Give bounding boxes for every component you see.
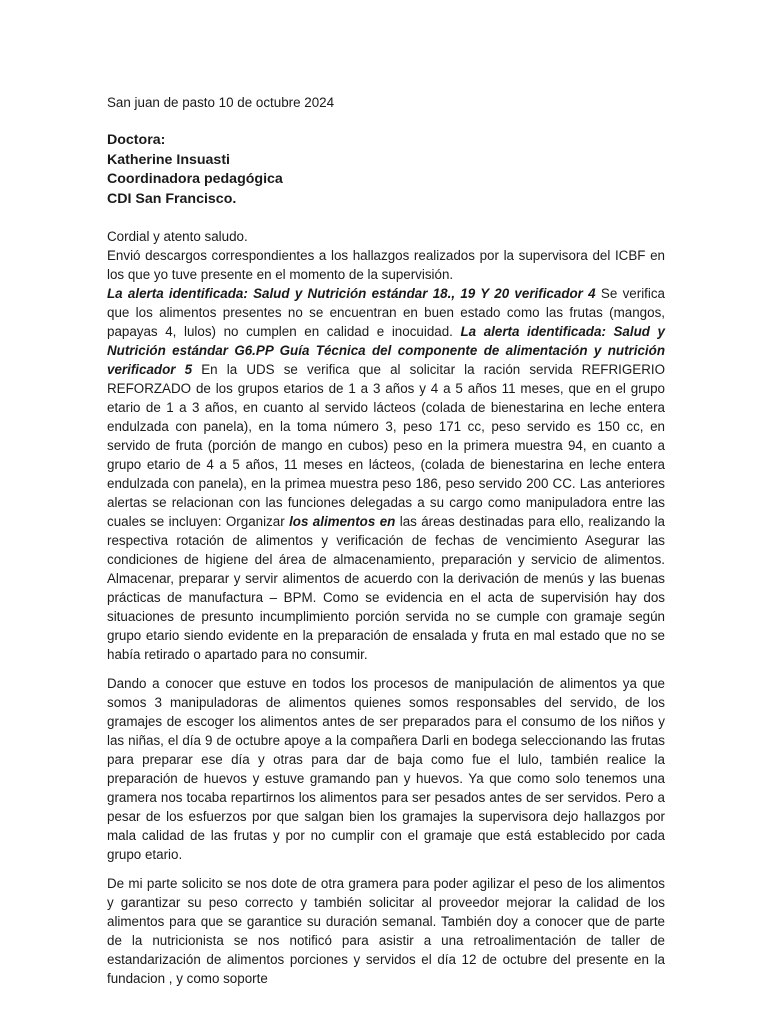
intro-paragraph: Envió descargos correspondientes a los hallazgos realizados por la supervisora del ICBF en los que yo tuve presente en el momento de la supervisión. bbox=[107, 248, 665, 282]
findings-text-2: En la UDS se verifica que al solicitar la ración servida REFRIGERIO REFORZADO de los grupos etarios de 1 a 3 años y 4 a 5 años 11 meses, que en el grupo etario de 1 a 3 años, en cuanto al servido lácteos (colada de bienestarina en leche entera endulzada con panela), en la toma número 3, peso 171 cc, peso servido es 150 cc, en servido de fruta (porción de mango en cubos) peso en la primera muestra 94, en cuanto a grupo etario de 4 a 5 años, 11 meses en lácteos, (colada de bienestarina en leche entera endulzada con panela), en la primea muestra peso 186, peso servido 200 CC. Las anteriores alertas se relacionan con las funciones delegadas a su cargo como manipuladora entre las cuales se incluyen: Organizar bbox=[107, 362, 665, 529]
addressee-organization: CDI San Francisco. bbox=[107, 190, 237, 207]
findings-text-1: Se verifica que los alimentos presentes no se encuentran en buen estado como las frutas (mangos, papayas 4, lulos) no cumplen en calidad e inocuidad. bbox=[107, 286, 666, 339]
addressee-block bbox=[107, 131, 665, 209]
explanation-paragraph: Dando a conocer que estuve en todos los procesos de manipulación de alimentos ya que somos 3 manipuladoras de alimentos quienes somos responsables del servido, de los gramajes de escoger los alimentos antes de ser preparados para el consumo de los niños y las niñas, el día 9 de octubre apoye a la compañera Darli en bodega seleccionando las frutas para preparar ese día y otras para dar de baja como fue el lulo, también realice la preparación de huevos y estuve gramando pan y huevos. Ya que como solo tenemos una gramera nos tocaba repartirnos los alimentos para ser pesados antes de ser servidos. Pero a pesar de los esfuerzos por que salgan bien los gramajes la supervisora dejo hallazgos por mala calidad de las frutas y por no cumplir con el gramaje que está establecido por cada grupo etario. bbox=[107, 676, 665, 862]
findings-paragraph bbox=[107, 284, 665, 664]
addressee-position: Coordinadora pedagógica bbox=[107, 171, 283, 187]
findings-emphasis: los alimentos en bbox=[289, 514, 396, 529]
findings-text-3: las áreas destinadas para ello, realizando la respectiva rotación de alimentos y verificación de fechas de vencimiento Asegurar las condiciones de higiene del área de almacenamiento, preparación y servicio de alimentos. Almacenar, preparar y servir alimentos de acuerdo con la derivación de menús y las buenas prácticas de manufactura – BPM. Como se evidencia en el acta de supervisión hay dos situaciones de presunto incumplimiento porción servida no se cumple con gramaje según grupo etario siendo evidente en la preparación de ensalada y fruta en mal estado que no se había retirado o apartado para no consumir. bbox=[107, 514, 666, 662]
addressee-name: Katherine Insuasti bbox=[107, 151, 230, 168]
alert-heading-1: La alerta identificada: Salud y Nutrición estándar 18., 19 Y 20 verificador 4 bbox=[107, 286, 596, 301]
letter-date: San juan de pasto 10 de octubre 2024 bbox=[107, 95, 335, 110]
request-paragraph: De mi parte solicito se nos dote de otra gramera para poder agilizar el peso de los alimentos y garantizar su peso correcto y también solicitar al proveedor mejorar la calidad de los alimentos para que se garantice su duración semanal. También doy a conocer que de parte de la nutricionista se nos notificó para asistir a una retroalimentación de taller de estandarización de alimentos porciones y servidos el día 12 de octubre del presente en la fundacion , y como soporte bbox=[107, 876, 665, 986]
greeting: Cordial y atento saludo. bbox=[107, 229, 248, 244]
alert-heading-2: La alerta identificada: Salud y Nutrición estándar G6.PP Guía Técnica del componente de alimentación y nutrición verificador 5 bbox=[107, 324, 665, 377]
addressee-title: Doctora: bbox=[107, 132, 166, 148]
